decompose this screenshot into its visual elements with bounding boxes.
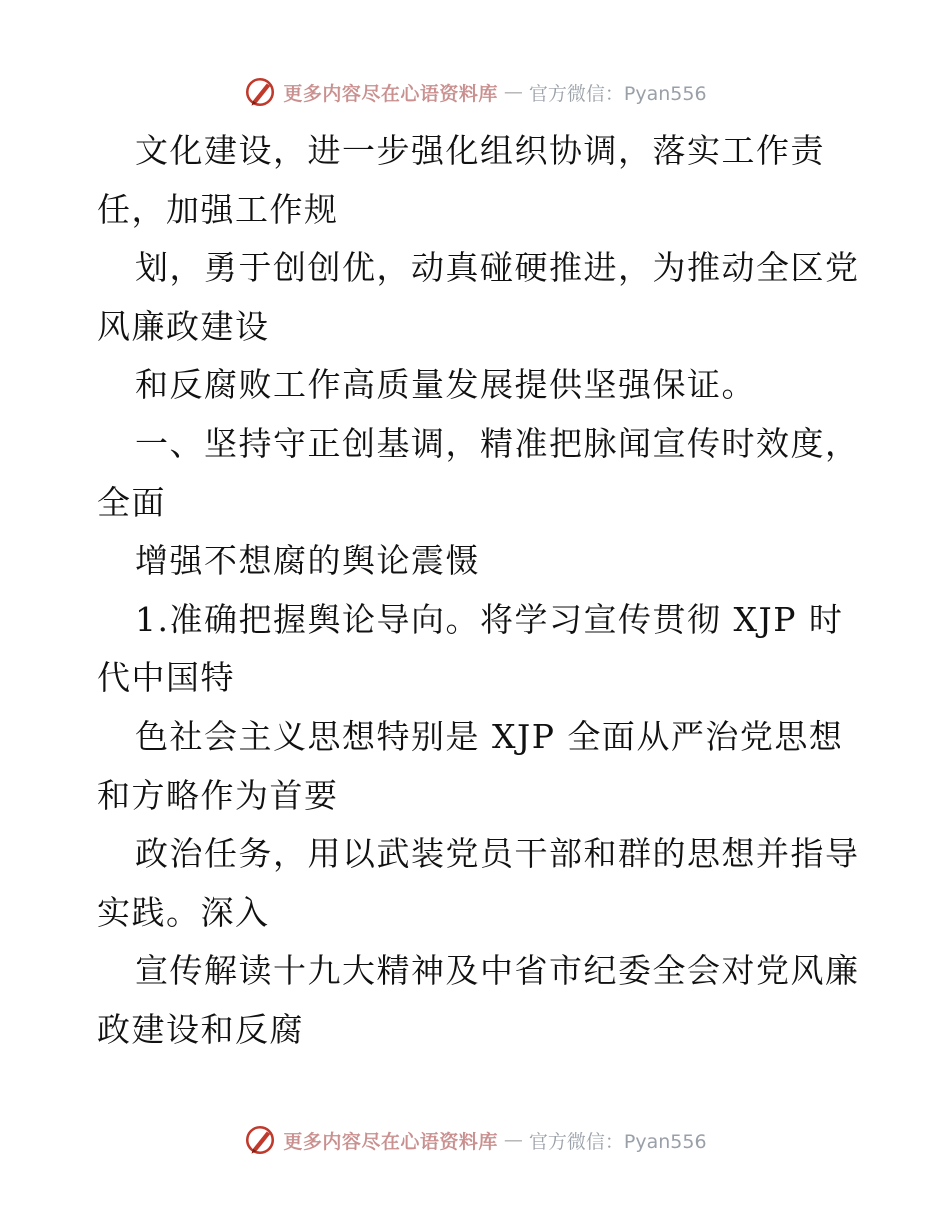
watermark-contact: 官方微信：Pyan556: [528, 1130, 707, 1153]
body-line: 文化建设，进一步强化组织协调，落实工作责: [135, 131, 825, 170]
watermark-dash: —: [503, 81, 523, 103]
pen-circle-logo-icon: [243, 1123, 277, 1157]
body-line: 宣传解读十九大精神及中省市纪委全会对党风廉: [135, 951, 860, 991]
body-line: 和反腐败工作高质量发展提供坚强保证。: [135, 365, 756, 405]
header-watermark: [0, 72, 950, 112]
body-line: 任，加强工作规: [97, 189, 339, 229]
body-line: 政建设和反腐: [97, 1009, 304, 1049]
pen-circle-logo-icon: [243, 75, 277, 109]
watermark-dash: —: [503, 1129, 523, 1151]
body-line: 实践。深入: [97, 892, 270, 932]
body-line: 1.准确把握舆论导向。将学习宣传贯彻 XJP 时: [135, 599, 844, 639]
section-heading-line: 一、坚持守正创基调，精准把脉闻宣传时效度，: [135, 423, 860, 463]
body-line: 和方略作为首要: [97, 775, 339, 815]
section-heading-line: 全面: [97, 482, 166, 522]
body-line: 色社会主义思想特别是 XJP 全面从严治党思想: [135, 716, 844, 756]
body-line: 政治任务，用以武装党员干部和群的思想并指导: [135, 834, 860, 874]
body-line: 划，勇于创创优，动真碰硬推进，为推动全区党: [135, 248, 860, 288]
section-heading-line: 增强不想腐的舆论震慑: [135, 541, 480, 581]
body-line: 风廉政建设: [97, 306, 270, 346]
document-body: [97, 122, 867, 1060]
footer-watermark: [0, 1120, 950, 1160]
body-line: 代中国特: [97, 658, 235, 698]
watermark-site-text: 更多内容尽在心语资料库: [283, 1130, 498, 1153]
watermark-site-text: 更多内容尽在心语资料库: [283, 82, 498, 105]
watermark-contact: 官方微信：Pyan556: [528, 82, 707, 105]
